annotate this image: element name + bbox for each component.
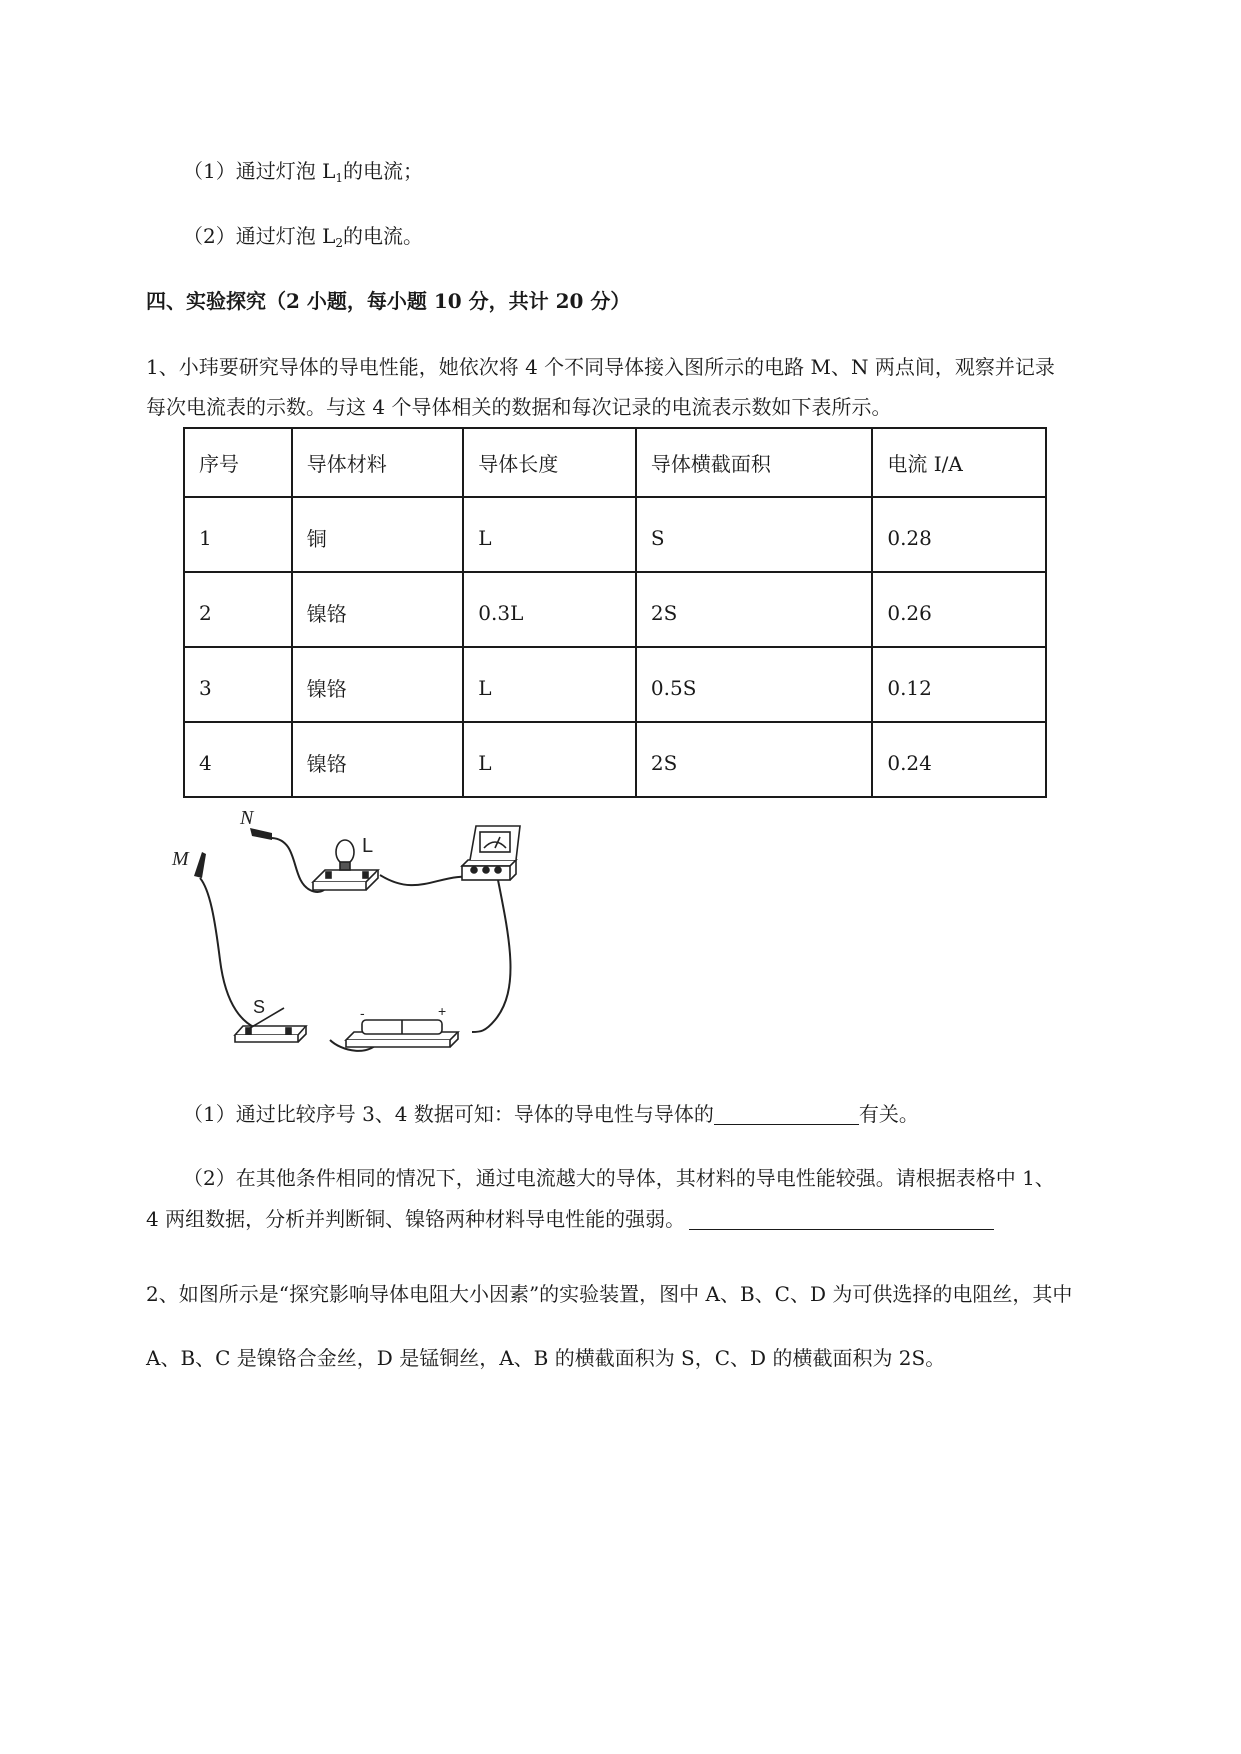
item-2-suffix: 的电流。 bbox=[343, 224, 424, 248]
data-table bbox=[183, 427, 1047, 798]
table-row bbox=[184, 497, 1046, 572]
item-1-prefix: （1）通过灯泡 L bbox=[183, 159, 336, 183]
circuit-diagram bbox=[172, 800, 580, 1070]
label-n: N bbox=[240, 807, 254, 829]
label-m: M bbox=[172, 848, 189, 870]
table-header-cell: 电流 I/A bbox=[872, 428, 1046, 497]
question-2-text: 4 两组数据，分析并判断铜、镍铬两种材料导电性能的强弱。 bbox=[146, 1207, 686, 1231]
table-cell: 0.24 bbox=[872, 722, 1046, 797]
table-header-cell: 导体材料 bbox=[292, 428, 464, 497]
switch-icon bbox=[235, 1008, 306, 1042]
item-1-subscript: 1 bbox=[335, 171, 344, 185]
table-header-cell: 导体长度 bbox=[463, 428, 636, 497]
item-2-subscript: 2 bbox=[335, 236, 344, 250]
item-2-current-l2 bbox=[183, 222, 423, 252]
question-1-text: （1）通过比较序号 3、4 数据可知：导体的导电性与导体的 bbox=[183, 1102, 714, 1126]
table-cell: L bbox=[463, 647, 636, 722]
clip-n-icon bbox=[250, 828, 272, 840]
table-header-cell: 序号 bbox=[184, 428, 292, 497]
label-l: L bbox=[362, 835, 374, 857]
table-cell: L bbox=[463, 722, 636, 797]
item-1-current-l1 bbox=[183, 157, 423, 187]
table-cell: S bbox=[636, 497, 872, 572]
table-cell: 4 bbox=[184, 722, 292, 797]
table-row bbox=[184, 647, 1046, 722]
battery-icon bbox=[346, 1020, 458, 1047]
problem-1-line-1: 1、小玮要研究导体的导电性能，她依次将 4 个不同导体接入图所示的电路 M、N 两点间，观察并记录 bbox=[146, 355, 1055, 379]
table-row bbox=[184, 722, 1046, 797]
section-4-heading: 四、实验探究（2 小题，每小题 10 分，共计 20 分） bbox=[146, 289, 631, 313]
table-cell: 镍铬 bbox=[292, 647, 464, 722]
clip-m-icon bbox=[194, 852, 206, 878]
table-cell: 0.5S bbox=[636, 647, 872, 722]
answer-blank[interactable] bbox=[689, 1207, 994, 1230]
label-s: S bbox=[253, 997, 266, 1017]
table-cell: 0.26 bbox=[872, 572, 1046, 647]
wire-ammeter-to-battery bbox=[472, 880, 510, 1032]
table-cell: 2S bbox=[636, 722, 872, 797]
problem-1-question-1 bbox=[183, 1100, 919, 1128]
table-cell: 3 bbox=[184, 647, 292, 722]
table-cell: 铜 bbox=[292, 497, 464, 572]
problem-1-line-2: 每次电流表的示数。与这 4 个导体相关的数据和每次记录的电流表示数如下表所示。 bbox=[146, 395, 892, 419]
battery-minus-label: - bbox=[360, 1005, 365, 1021]
table-cell: 镍铬 bbox=[292, 722, 464, 797]
problem-1-question-2-line-2 bbox=[146, 1205, 994, 1233]
table-cell: L bbox=[463, 497, 636, 572]
table-cell: 2S bbox=[636, 572, 872, 647]
table-header-row bbox=[184, 428, 1046, 497]
table-header-cell: 导体横截面积 bbox=[636, 428, 872, 497]
table-cell: 0.12 bbox=[872, 647, 1046, 722]
table-cell: 0.3L bbox=[463, 572, 636, 647]
table-cell: 0.28 bbox=[872, 497, 1046, 572]
answer-blank[interactable] bbox=[714, 1102, 859, 1125]
question-1-after: 有关。 bbox=[858, 1102, 919, 1126]
item-1-suffix: 的电流； bbox=[343, 159, 424, 183]
battery-plus-label: + bbox=[438, 1003, 447, 1019]
problem-2-line-2: A、B、C 是镍铬合金丝，D 是锰铜丝，A、B 的横截面积为 S，C、D 的横截面积为 2S。 bbox=[146, 1346, 946, 1370]
table-cell: 1 bbox=[184, 497, 292, 572]
table-row bbox=[184, 572, 1046, 647]
table-cell: 2 bbox=[184, 572, 292, 647]
problem-1-question-2-line-1: （2）在其他条件相同的情况下，通过电流越大的导体，其材料的导电性能较强。请根据表格中 1、 bbox=[183, 1166, 1055, 1190]
ammeter-icon bbox=[462, 826, 520, 880]
table-cell: 镍铬 bbox=[292, 572, 464, 647]
problem-2-line-1: 2、如图所示是“探究影响导体电阻大小因素”的实验装置，图中 A、B、C、D 为可供选择的电阻丝，其中 bbox=[146, 1282, 1073, 1306]
item-2-prefix: （2）通过灯泡 L bbox=[183, 224, 336, 248]
